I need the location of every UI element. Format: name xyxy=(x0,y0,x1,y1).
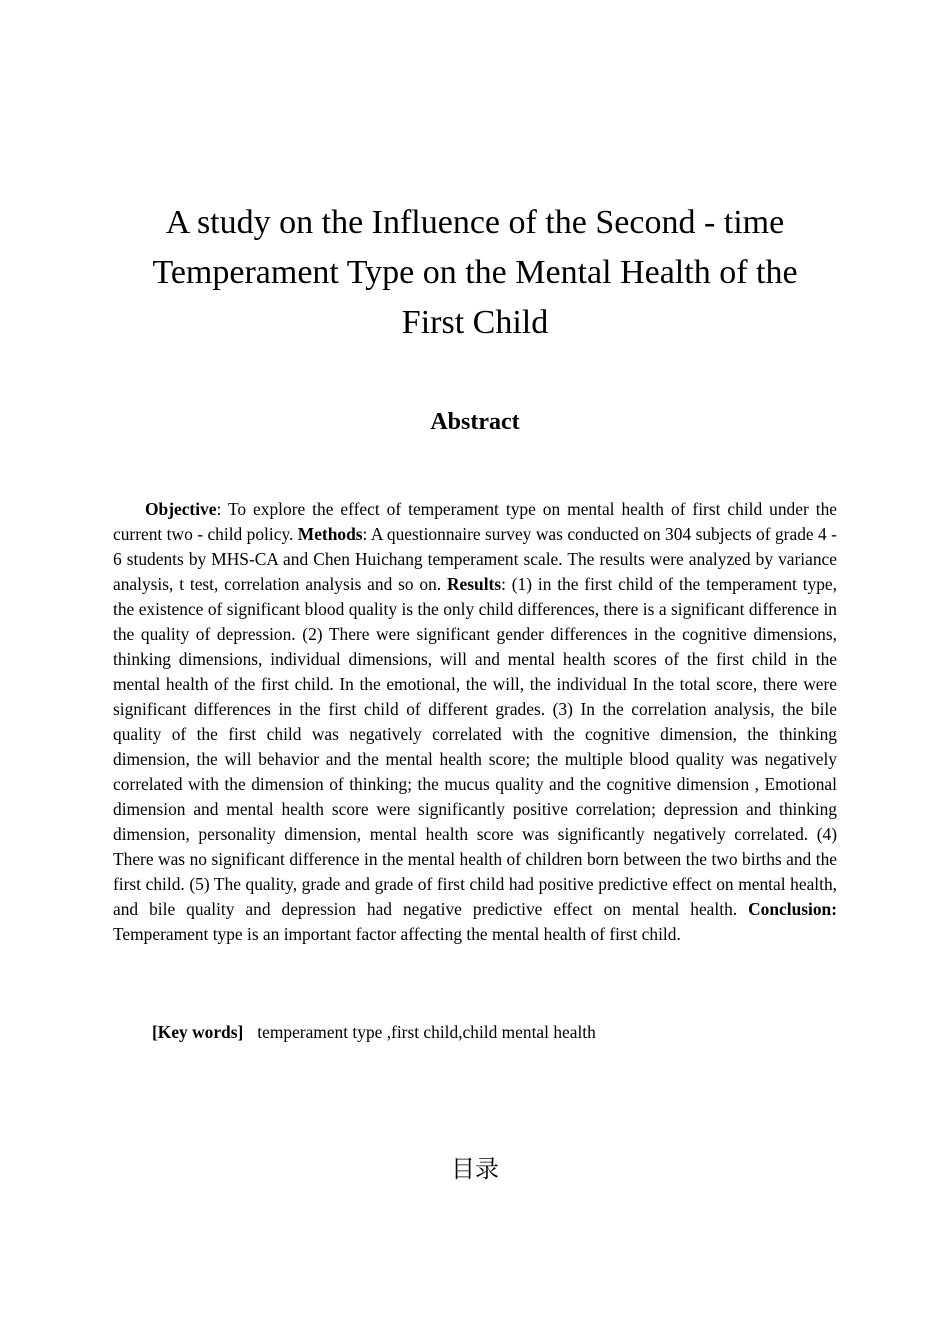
results-text: : (1) in the first child of the temperament type, the existence of significant blood quality is the only child differences, there is a significant difference in the quality of depression. (2) There were significant gender differences in the cognitive dimensions, thinking dimensions, individual dimensions, will and mental health scores of the first child in the mental health of the first child. In the emotional, the will, the individual In the total score, there were significant differences in the first child of different grades. (3) In the correlation analysis, the bile quality of the first child was negatively correlated with the cognitive dimension, the thinking dimension, the will behavior and the mental health score; the multiple blood quality was negatively correlated with the dimension of thinking; the mucus quality and the cognitive dimension , Emotional dimension and mental health score were significantly positive correlation; depression and thinking dimension, personality dimension, mental health score was significantly negatively correlated. (4) There was no significant difference in the mental health of children born between the two births and the first child. (5) The quality, grade and grade of first child had positive predictive effect on mental health, and bile quality and depression had negative predictive effect on mental health. xyxy=(113,574,837,919)
title-line-2: Temperament Type on the Mental Health of the xyxy=(152,254,798,291)
results-label: Results xyxy=(446,574,502,594)
methods-text: : A questionnaire survey was conducted on 304 subjects of grade 4 - 6 students by MHS-CA and Chen Huichang temperament scale. The results were analyzed by variance analysis, t test, correlation analysis and so on. xyxy=(113,524,837,594)
keywords-label: [Key words] xyxy=(152,1022,244,1042)
conclusion-label: Conclusion: xyxy=(748,899,837,919)
objective-label: Objective xyxy=(145,499,217,519)
table-of-contents-heading: 目录 xyxy=(451,1155,499,1183)
title-line-1: A study on the Influence of the Second - time xyxy=(165,204,785,241)
abstract-paragraph xyxy=(113,497,837,947)
keywords-line xyxy=(152,1020,837,1045)
keywords-text: temperament type ,first child,child mental health xyxy=(257,1022,596,1042)
abstract-heading: Abstract xyxy=(430,409,520,435)
methods-label: Methods xyxy=(297,524,363,544)
title-line-3: First Child xyxy=(401,304,549,341)
paper-title xyxy=(113,198,837,348)
conclusion-text: Temperament type is an important factor affecting the mental health of first child. xyxy=(113,924,681,944)
objective-text: : To explore the effect of temperament type on mental health of first child under the current two - child policy. xyxy=(113,499,837,544)
